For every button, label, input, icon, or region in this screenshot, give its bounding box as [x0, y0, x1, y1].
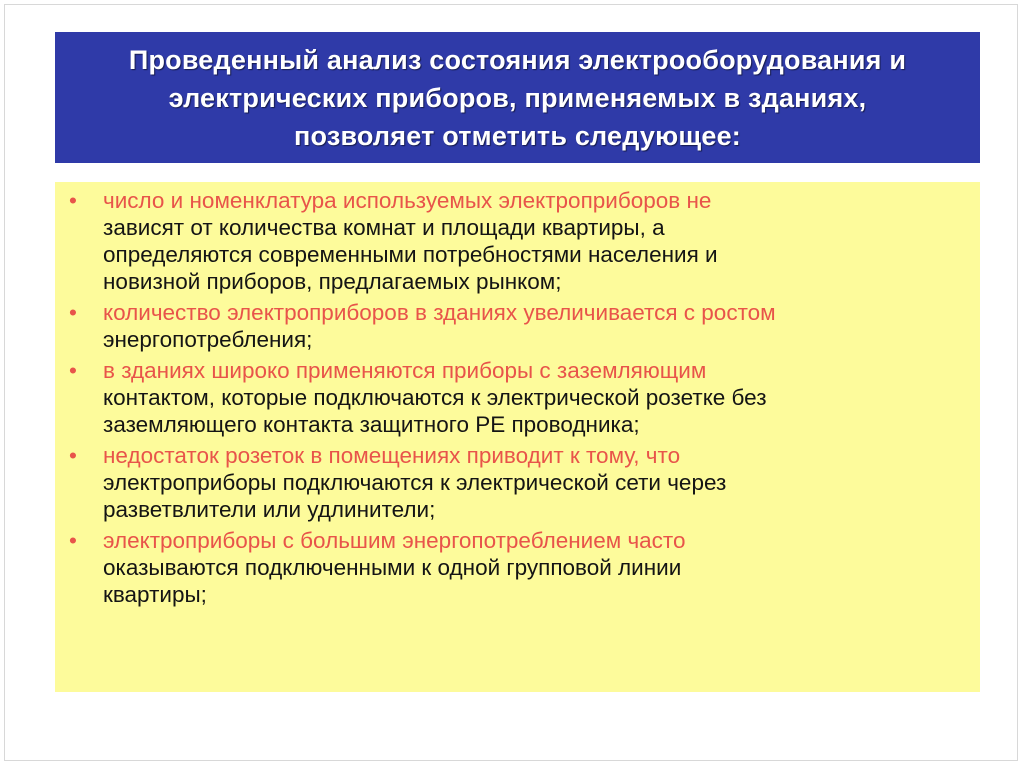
bullet-lead-line: электроприборы с большим энергопотреблением часто	[103, 528, 686, 553]
bullet-text-line: разветвлители или удлинители;	[103, 497, 436, 522]
bullet-dot-icon: •	[69, 528, 77, 553]
bullet-text-line: определяются современными потребностями населения и	[103, 242, 718, 267]
bullet-dot-icon: •	[69, 443, 77, 468]
bullet-text-line: зависят от количества комнат и площади квартиры, а	[103, 215, 665, 240]
bullet-lead-line: недостаток розеток в помещениях приводит к тому, что	[103, 443, 681, 468]
bullet-dot-icon: •	[69, 300, 77, 325]
bullet-text-line: квартиры;	[103, 582, 207, 607]
bullet-lead-line: число и номенклатура используемых электроприборов не	[103, 188, 712, 213]
bullet-text-line: контактом, которые подключаются к электрической розетке без	[103, 385, 767, 410]
bullet-text-line: заземляющего контакта защитного PE проводника;	[103, 412, 640, 437]
bullet-lead-line: в зданиях широко применяются приборы с заземляющим	[103, 358, 707, 383]
title-line: Проведенный анализ состояния электрооборудования и	[128, 44, 907, 75]
bullet-text-line: новизной приборов, предлагаемых рынком;	[103, 269, 562, 294]
title-banner	[55, 32, 980, 163]
slide-title	[117, 41, 918, 155]
bullet-item	[69, 299, 960, 353]
bullet-item	[69, 442, 960, 523]
bullet-text-line: энергопотребления;	[103, 327, 313, 352]
title-line: электрических приборов, применяемых в зданиях,	[168, 82, 867, 113]
bullet-item	[69, 357, 960, 438]
bullet-text-line: электроприборы подключаются к электрической сети через	[103, 470, 727, 495]
bullet-dot-icon: •	[69, 358, 77, 383]
bullet-lead-line: количество электроприборов в зданиях увеличивается с ростом	[103, 300, 776, 325]
bullet-dot-icon: •	[69, 188, 77, 213]
bullet-text-line: оказываются подключенными к одной групповой линии	[103, 555, 682, 580]
slide	[4, 4, 1018, 761]
bullet-item	[69, 527, 960, 608]
title-line: позволяет отметить следующее:	[293, 120, 741, 151]
bullet-list	[69, 187, 960, 608]
bullet-item	[69, 187, 960, 295]
content-panel	[55, 182, 980, 692]
